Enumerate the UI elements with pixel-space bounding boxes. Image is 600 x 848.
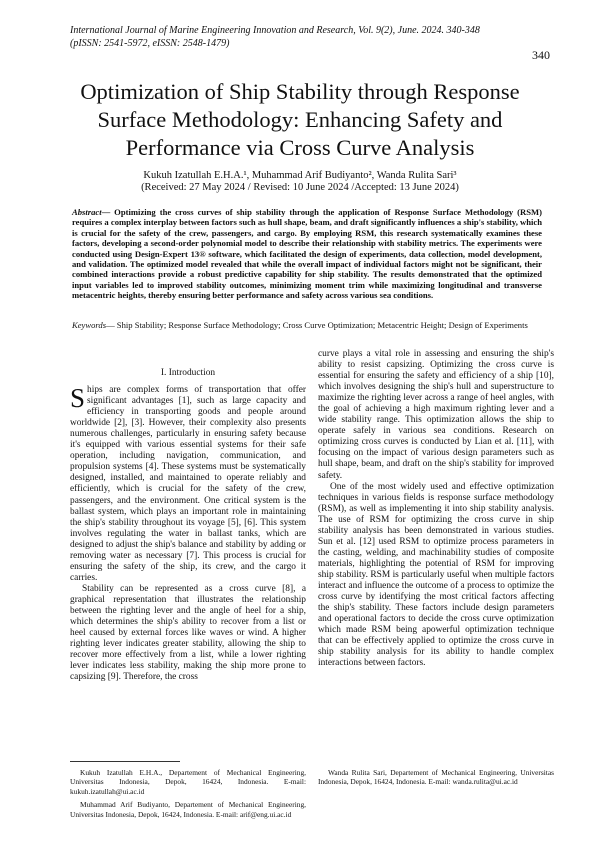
footnotes-right (318, 768, 554, 791)
left-column (70, 350, 306, 683)
author-names: Kukuh Izatullah E.H.A.¹, Muhammad Arif Budiyanto², Wanda Rulita Sari³ (143, 170, 457, 181)
footnote: Kukuh Izatullah E.H.A., Departement of Mechanical Engineering, Universitas Indonesia, Depok, 16424, Indonesia. E-mail: kukuh.izatullah@ui.ac.id (70, 768, 306, 796)
paragraph: curve plays a vital role in assessing and ensuring the ship's ability to resist capsizing. Optimizing the cross curve is essential for ensuring the safety and efficiency of a ship [10], which involves designing the ship's hull and superstructure to maximize the righting lever across a range of heel angles, with the goal of achieving a high maximum righting lever and a wide stability range. This optimization allows the ship to operate safely in various sea conditions. Research on optimizing cross curves is conducted by Lian et al. [11], with focusing on the impact of various design parameters such as hull shape, beam, and draft on the ship's stability for improved safety. (318, 349, 554, 481)
paragraph-text: hips are complex forms of transportation that offer significant advantages [1], such as large capacity and efficiency in transporting goods and people around worldwide [2], [3]. However, their complexity also presents numerous challenges, particularly in ensuring safety because it's equipped with various essential systems for their safe operation, including navigation, communication, and propulsion systems [4]. These systems must be systematically designed, installed, and maintained to operate reliably and efficiently, which is crucial for the safety of the crew, passengers, and the environment. One critical system is the ballast system, which plays an important role in maintaining the ship's stability throughout its voyage [5], [6]. This system involves regulating the water in ballast tanks, which are designed to adjust the ship's balance and stability by adding or removing water as necessary [7]. This process is crucial for ensuring the safety of the ship, its crew, and the cargo it carries. (70, 385, 306, 583)
footnote-divider (70, 761, 180, 762)
abstract-label: Abstract (72, 207, 102, 217)
abstract-text: — Optimizing the cross curves of ship stability through the application of Response Surface Methodology (RSM) requires a complex interplay between factors such as hull shape, beam, and draft significantly influences a ship's stability, which is crucial for the safety of the crew, passengers, and cargo. By employing RSM, this research systematically examines these factors, developing a second-order polynomial model to describe their relationship with stability metrics. The experiments were conducted using Design-Expert 13® software, which facilitated the design of experiments, data collection, model development, and validation. The optimized model revealed that while the overall impact of individual factors might not be significant, their combined interactions provide a robust predictive capability for ship stability. The results demonstrated that the optimized input variables led to improved stability outcomes, minimizing moment trim while maximizing longitudinal and transverse metacentric heights, thereby ensuring better performance and safety across various sea conditions. (72, 207, 542, 301)
paragraph (70, 385, 306, 584)
abstract (72, 207, 542, 301)
section-heading: I. Introduction (160, 368, 216, 378)
paragraph: Stability can be represented as a cross curve [8], a graphical representation that illustrates the relationship between the righting lever and the angle of heel for a ship, which determines the ship's ability to recover from a list or heel caused by external forces like waves or wind. A higher righting lever indicates greater stability, allowing the ship to recover more effectively from a list, while a lower righting lever indicates less stability, making the ship more prone to capsizing [9]. Therefore, the cross (70, 583, 306, 683)
footnotes-left (70, 768, 306, 823)
keywords-label: Keywords (72, 320, 107, 330)
footnote: Muhammad Arif Budiyanto, Departement of Mechanical Engineering, Universitas Indonesia, Depok, 16424, Indonesia. E-mail: arif@eng.ui.ac.id (70, 800, 306, 819)
keywords (72, 320, 542, 330)
page-number: 340 (532, 48, 550, 62)
journal-citation: International Journal of Marine Engineering Innovation and Research, Vol. 9(2), June. 2024. 340-348 (70, 25, 480, 36)
keywords-text: — Ship Stability; Response Surface Methodology; Cross Curve Optimization; Metacentric Height; Design of Experiments (106, 320, 528, 330)
journal-header (70, 24, 540, 50)
author-block (40, 170, 560, 194)
drop-cap: S (70, 383, 86, 414)
title-line-2: Surface Methodology: Enhancing Safety and (97, 107, 503, 132)
paragraph: One of the most widely used and effective optimization techniques in various fields is response surface methodology (RSM), as well as implementing it into ship stability analysis. The use of RSM for optimizing the cross curve in ship stability analysis has been demonstrated in various studies. Sun et al. [12] used RSM to optimize process parameters in the casting, welding, and machinability studies of composite materials, highlighting the potential of RSM for improving ship stability. RSM is particularly useful when multiple factors interact and influence the outcome of a process to optimize the cross curve by identifying the most critical factors affecting the ship's stability. These factors include design parameters and operational factors to decide the cross curve optimization which made RSM being apowerful optimization technique that can be effectively applied to optimize the cross curve in ship stability analysis for its ability to handle complex interactions between factors. (318, 481, 554, 669)
title-line-3: Performance via Cross Curve Analysis (125, 135, 475, 160)
right-column (318, 349, 554, 669)
title-line-1: Optimization of Ship Stability through Response (80, 79, 520, 104)
paper-title (40, 78, 560, 162)
submission-dates: (Received: 27 May 2024 / Revised: 10 June 2024 /Accepted: 13 June 2024) (141, 182, 459, 193)
journal-issn: (pISSN: 2541-5972, eISSN: 2548-1479) (70, 38, 230, 49)
footnote: Wanda Rulita Sari, Departement of Mechanical Engineering, Universitas Indonesia, Depok, 16424, Indonesia. E-mail: wanda.rulita@ui.ac.id (318, 768, 554, 787)
